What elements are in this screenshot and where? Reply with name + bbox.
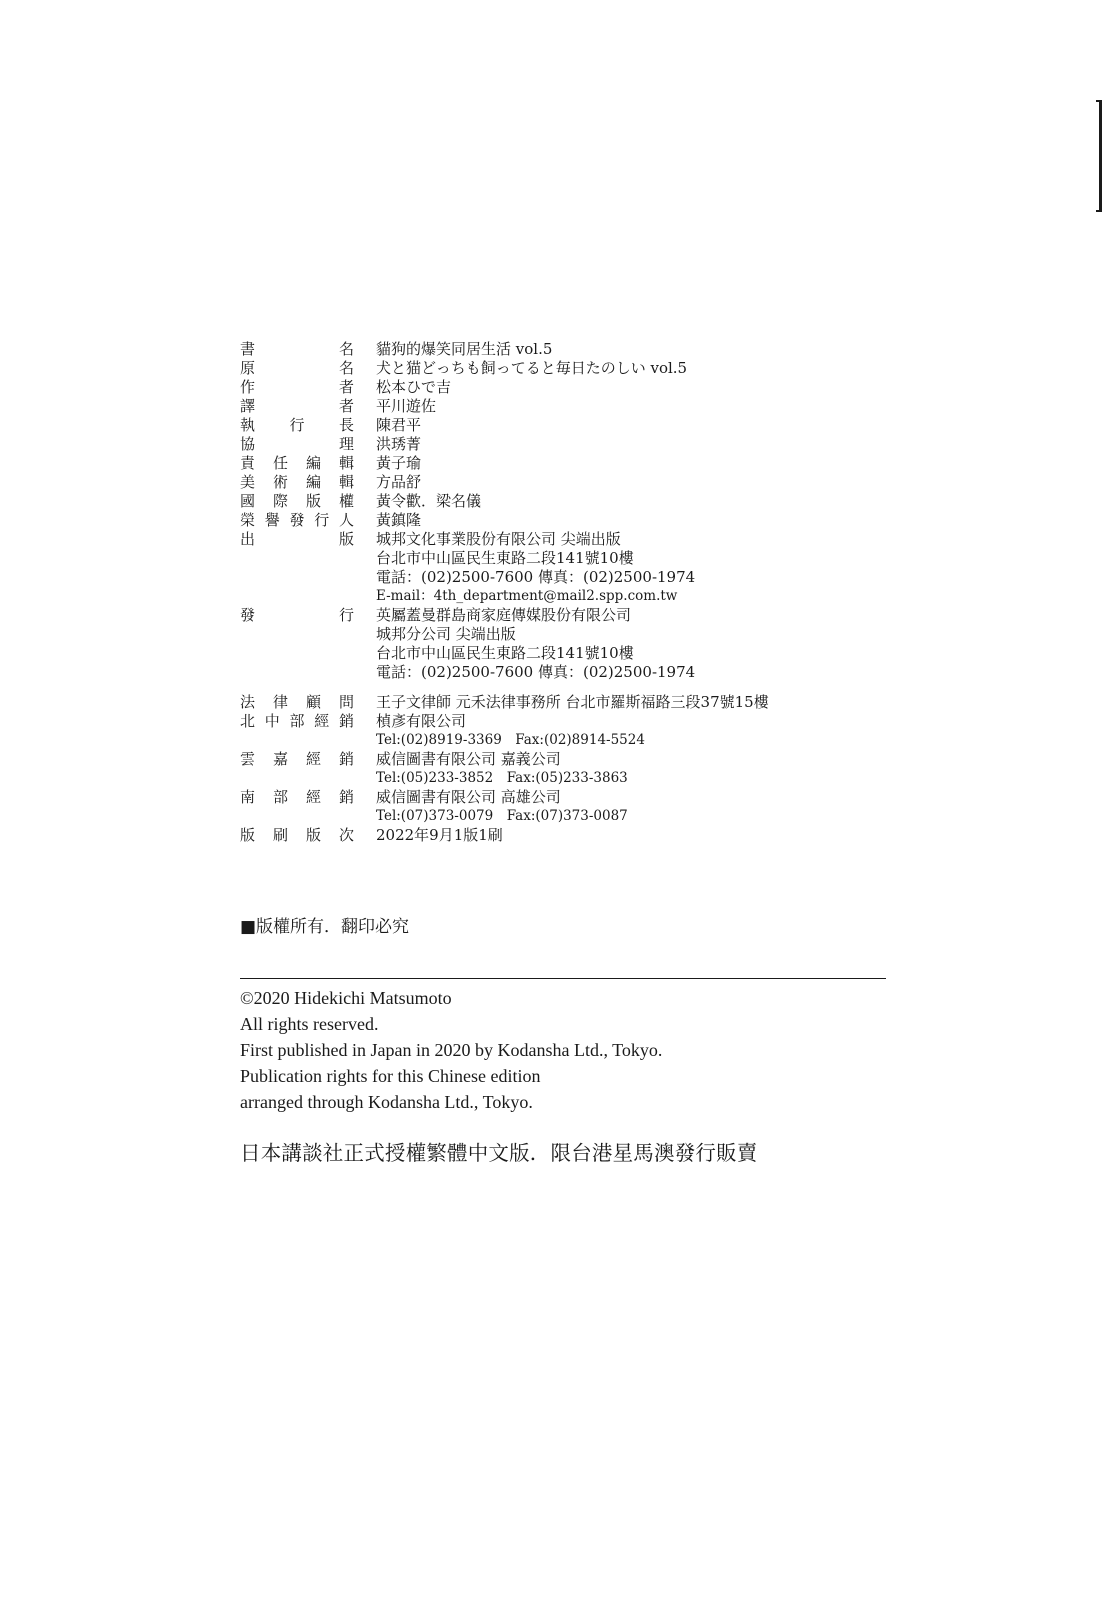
first-published-line: First published in Japan in 2020 by Kodansha Ltd., Tokyo.: [240, 1040, 663, 1060]
colophon-value: 台北市中山區民生東路二段141號10樓: [376, 549, 634, 567]
colophon-value: 王子文律師 元禾法律事務所 台北市羅斯福路三段37號15樓: [376, 693, 769, 711]
page-edge-mark: [1099, 100, 1102, 212]
label-char: 行: [338, 606, 354, 624]
label-char: 雲: [240, 750, 256, 768]
label-char: 譽: [264, 511, 280, 529]
label-char: 銷: [338, 750, 354, 768]
colophon-value: 松本ひで吉: [376, 378, 452, 396]
colophon-values: [376, 606, 695, 682]
label-char: 嘉: [272, 750, 288, 768]
colophon-value: 電話：(02)2500-7600 傳真：(02)2500-1974: [376, 568, 696, 586]
colophon-label: [240, 340, 354, 359]
colophon-values: [376, 435, 421, 454]
label-char: 律: [272, 693, 288, 711]
colophon-row: [240, 454, 769, 473]
colophon-values: [376, 378, 451, 397]
colophon-value: 平川遊佐: [376, 397, 437, 415]
colophon-value: 黃鎮隆: [376, 511, 422, 529]
label-char: 問: [338, 693, 354, 711]
label-char: 編: [305, 454, 321, 472]
colophon-values: [376, 492, 481, 511]
section-gap: [240, 682, 769, 693]
label-char: 作: [240, 378, 256, 396]
label-char: 理: [338, 435, 354, 453]
colophon-values: [376, 530, 695, 606]
label-char: 輯: [338, 473, 354, 491]
colophon-value: 城邦分公司 尖端出版: [376, 625, 516, 643]
colophon-row: [240, 750, 769, 788]
colophon-row: [240, 378, 769, 397]
colophon-row: [240, 435, 769, 454]
colophon-row: [240, 606, 769, 682]
label-char: 版: [338, 530, 354, 548]
label-char: 際: [272, 492, 288, 510]
colophon-value: Tel:(07)373-0079 Fax:(07)373-0087: [376, 808, 628, 824]
label-char: 譯: [240, 397, 256, 415]
label-char: 協: [240, 435, 256, 453]
colophon-value: Tel:(05)233-3852 Fax:(05)233-3863: [376, 770, 628, 786]
label-char: 版: [240, 826, 256, 844]
colophon-values: [376, 826, 503, 845]
colophon-row: [240, 416, 769, 435]
colophon-row: [240, 492, 769, 511]
colophon-values: [376, 750, 628, 788]
colophon-value: 英屬蓋曼群島商家庭傳媒股份有限公司: [376, 606, 632, 624]
colophon-label: [240, 750, 354, 788]
divider-line: [240, 978, 886, 979]
label-char: 刷: [272, 826, 288, 844]
label-char: 經: [305, 750, 321, 768]
colophon-label: [240, 511, 354, 530]
label-char: 經: [314, 712, 330, 730]
label-char: 法: [240, 693, 256, 711]
colophon-row: [240, 397, 769, 416]
colophon-row: [240, 712, 769, 750]
colophon-row: [240, 693, 769, 712]
label-char: 部: [289, 712, 305, 730]
label-char: 行: [314, 511, 330, 529]
label-char: 發: [289, 511, 305, 529]
label-char: 部: [272, 788, 288, 806]
label-char: 人: [338, 511, 354, 529]
colophon-label: [240, 492, 354, 511]
colophon-value: 黃子瑜: [376, 454, 422, 472]
colophon-row: [240, 359, 769, 378]
colophon-label: [240, 826, 354, 845]
colophon-value: 貓狗的爆笑同居生活 vol.5: [376, 340, 553, 358]
label-char: 銷: [338, 788, 354, 806]
colophon-values: [376, 788, 628, 826]
copyright-line: ©2020 Hidekichi Matsumoto: [240, 988, 452, 1008]
label-char: 行: [289, 416, 305, 434]
colophon-values: [376, 397, 436, 416]
publication-rights-line: Publication rights for this Chinese edition: [240, 1066, 541, 1086]
colophon-label: [240, 416, 354, 435]
colophon-value: 方品舒: [376, 473, 422, 491]
colophon-value: 犬と猫どっちも飼ってると毎日たのしい vol.5: [376, 359, 688, 377]
label-char: 書: [240, 340, 256, 358]
colophon-label: [240, 359, 354, 378]
colophon-values: [376, 693, 769, 712]
arranged-through-line: arranged through Kodansha Ltd., Tokyo.: [240, 1092, 533, 1112]
colophon-label: [240, 788, 354, 826]
colophon-value: 楨彥有限公司: [376, 712, 467, 730]
label-char: 版: [305, 826, 321, 844]
colophon-label: [240, 397, 354, 416]
rights-reserved-line: All rights reserved.: [240, 1014, 379, 1034]
label-char: 發: [240, 606, 256, 624]
label-char: 者: [338, 378, 354, 396]
label-char: 次: [338, 826, 354, 844]
label-char: 名: [338, 340, 354, 358]
label-char: 長: [338, 416, 354, 434]
colophon-row: [240, 530, 769, 606]
colophon-values: [376, 454, 421, 473]
label-char: 編: [305, 473, 321, 491]
label-char: 原: [240, 359, 256, 377]
english-copyright-block: [240, 985, 662, 1115]
label-char: 北: [240, 712, 256, 730]
label-char: 榮: [240, 511, 256, 529]
colophon-label: [240, 530, 354, 606]
colophon-value: 威信圖書有限公司 嘉義公司: [376, 750, 561, 768]
colophon-table: [240, 340, 769, 845]
colophon-label: [240, 473, 354, 492]
label-char: 術: [272, 473, 288, 491]
colophon-value: E-mail：4th_department@mail2.spp.com.tw: [376, 588, 678, 604]
colophon-label: [240, 712, 354, 750]
colophon-value: 2022年9月1版1刷: [376, 826, 503, 844]
label-char: 者: [338, 397, 354, 415]
colophon-value: Tel:(02)8919-3369 Fax:(02)8914-5524: [376, 732, 645, 748]
colophon-values: [376, 340, 552, 359]
colophon-label: [240, 378, 354, 397]
colophon-value: 城邦文化事業股份有限公司 尖端出版: [376, 530, 621, 548]
colophon-value: 電話：(02)2500-7600 傳真：(02)2500-1974: [376, 663, 696, 681]
colophon-row: [240, 511, 769, 530]
colophon-row: [240, 340, 769, 359]
colophon-values: [376, 712, 645, 750]
colophon-values: [376, 511, 421, 530]
colophon-row: [240, 826, 769, 845]
label-char: 國: [240, 492, 256, 510]
authorization-notice: 日本講談社正式授權繁體中文版．限台港星馬澳發行販賣: [240, 1141, 758, 1165]
colophon-label: [240, 454, 354, 473]
colophon-values: [376, 416, 421, 435]
label-char: 中: [264, 712, 280, 730]
label-char: 版: [305, 492, 321, 510]
label-char: 經: [305, 788, 321, 806]
colophon-label: [240, 606, 354, 682]
label-char: 美: [240, 473, 256, 491]
colophon-value: 威信圖書有限公司 高雄公司: [376, 788, 561, 806]
label-char: 顧: [305, 693, 321, 711]
label-char: 銷: [338, 712, 354, 730]
colophon-row: [240, 788, 769, 826]
label-char: 名: [338, 359, 354, 377]
colophon-value: 洪琇菁: [376, 435, 422, 453]
colophon-value: 陳君平: [376, 416, 422, 434]
label-char: 執: [240, 416, 256, 434]
colophon-label: [240, 435, 354, 454]
colophon-label: [240, 693, 354, 712]
label-char: 出: [240, 530, 256, 548]
colophon-value: 台北市中山區民生東路二段141號10樓: [376, 644, 634, 662]
rights-notice: ■版權所有．翻印必究: [240, 917, 410, 937]
colophon-values: [376, 359, 687, 378]
label-char: 權: [338, 492, 354, 510]
label-char: 輯: [338, 454, 354, 472]
label-char: 南: [240, 788, 256, 806]
label-char: 責: [240, 454, 256, 472]
colophon-row: [240, 473, 769, 492]
colophon-values: [376, 473, 421, 492]
colophon-value: 黃令歡．梁名儀: [376, 492, 482, 510]
label-char: 任: [272, 454, 288, 472]
